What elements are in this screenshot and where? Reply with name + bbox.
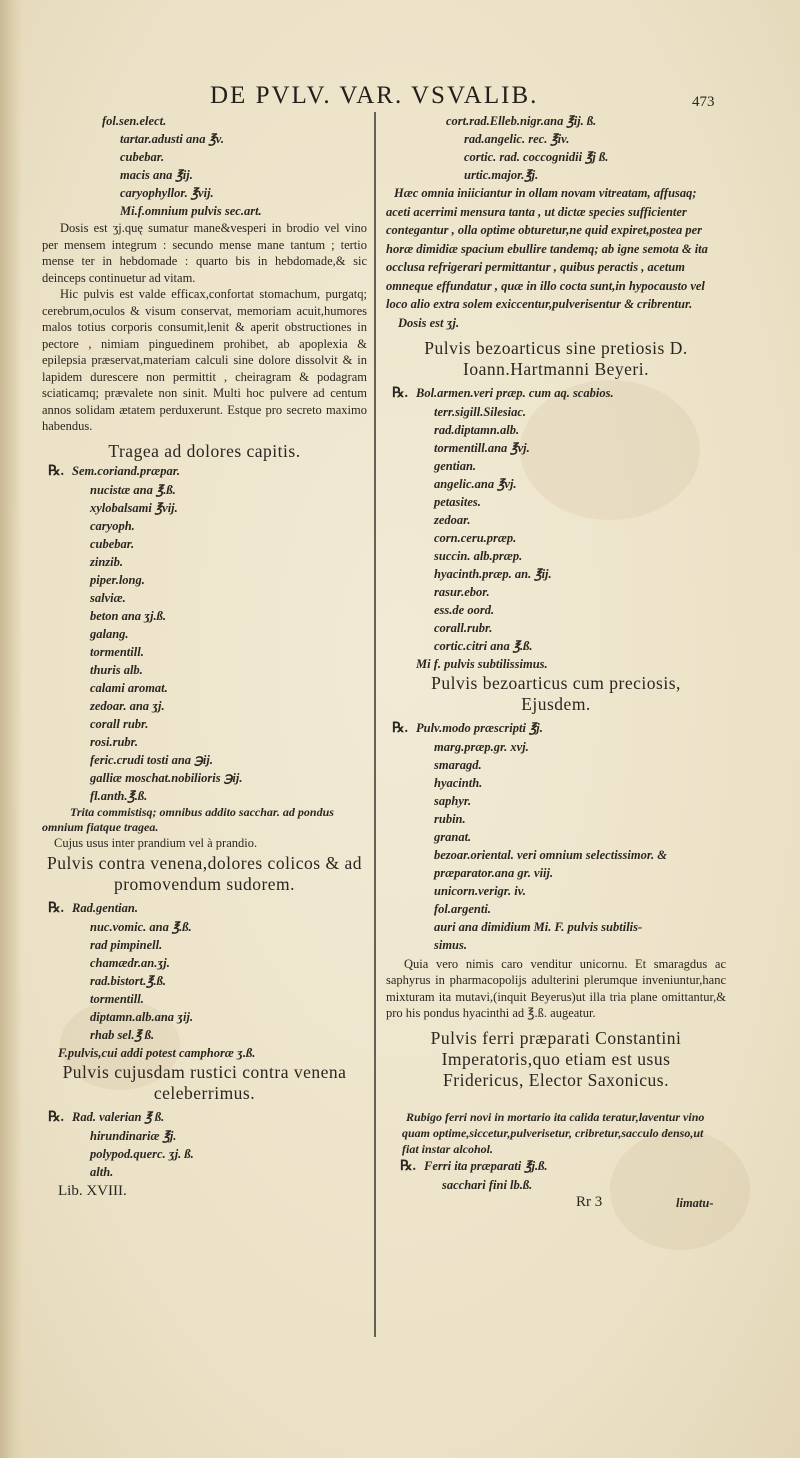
recipe-ingredient: tormentill. bbox=[90, 992, 144, 1006]
section-heading-bezoarticus-cum: Pulvis bezoarticus cum preciosis, Ejusdem. bbox=[431, 672, 681, 714]
recipe-line bbox=[416, 774, 726, 792]
section-heading-bezoarticus-sine: Pulvis bezoarticus sine pretiosis D. Ioann.Hartmanni Beyeri. bbox=[424, 337, 688, 379]
recipe-line bbox=[416, 864, 726, 882]
recipe-ingredient: hyacinth.præp. an. ℥ij. bbox=[434, 566, 552, 581]
section-heading-tragea: Tragea ad dolores capitis. bbox=[108, 440, 301, 461]
recipe-ingredient: marg.præp.gr. xvj. bbox=[434, 739, 529, 754]
recipe-line bbox=[416, 475, 726, 493]
recipe-line bbox=[72, 715, 367, 733]
recipe-line bbox=[416, 882, 726, 900]
recipe-line bbox=[416, 457, 726, 475]
recipe-ingredient: caryophyllor. ℥vij. bbox=[120, 186, 214, 200]
recipe-ingredient: tormentill.ana ℥vj. bbox=[434, 440, 530, 455]
paragraph-quia-vero: Quia vero nimis caro venditur unicornu. Et smaragdus ac saphyrus in pharmacopolijs adulterini plerumque inveniuntur,hanc mixturam ita mutavi,(inquit Beyerus)ut illa tria plane omittantur,& pro his pondus hyacinthi ad ℥.ß. augeatur. bbox=[386, 956, 726, 1020]
recipe-line bbox=[416, 738, 726, 756]
recipe-ingredient: Mi.f.omnium pulvis sec.art. bbox=[120, 204, 262, 218]
recipe-ingredient: succin. alb.præp. bbox=[434, 548, 523, 563]
section-heading-ferri: Pulvis ferri præparati Constantini Imperatoris,quo etiam est usus Fridericus, Elector Saxonicus. bbox=[430, 1027, 682, 1090]
catchword: limatu- bbox=[676, 1195, 714, 1210]
recipe-ingredient: Rad. valerian ℥ ß. bbox=[72, 1110, 165, 1124]
recipe-line bbox=[416, 439, 726, 457]
recipe-ingredient: Bol.armen.veri præp. cum aq. scabios. bbox=[416, 385, 614, 400]
recipe-line bbox=[72, 625, 367, 643]
recipe-ingredient: unicorn.verigr. iv. bbox=[434, 883, 526, 898]
recipe-line bbox=[72, 1145, 367, 1163]
recipe-line bbox=[72, 1026, 367, 1044]
recipe-line bbox=[416, 918, 726, 936]
recipe-ingredient: fol.sen.elect. bbox=[102, 114, 167, 128]
recipe-line bbox=[72, 733, 367, 751]
page-gutter-shadow bbox=[0, 0, 22, 1458]
recipe-ingredient: feric.crudi tosti ana ℈ij. bbox=[90, 752, 213, 767]
recipe-line bbox=[416, 828, 726, 846]
recipe-line bbox=[400, 1157, 726, 1176]
recipe-line bbox=[102, 112, 367, 130]
recipe-ingredient: cubebar. bbox=[120, 150, 165, 164]
recipe-line bbox=[416, 810, 726, 828]
recipe-ingredient: zinzib. bbox=[90, 554, 124, 569]
recipe-ingredient: cortic. rad. coccognidii ℥j ß. bbox=[464, 150, 609, 164]
recipe-ingredient: Ferri ita præparati ℥j.ß. bbox=[424, 1158, 548, 1173]
recipe-ingredient: tormentill. bbox=[90, 644, 144, 659]
running-title: DE PVLV. VAR. VSVALIB. bbox=[210, 82, 539, 109]
recipe-line bbox=[72, 1163, 367, 1181]
recipe-ingredient: saphyr. bbox=[434, 793, 472, 808]
recipe-note: F.pulvis,cui addi potest camphoræ ʒ.ß. bbox=[58, 1046, 256, 1060]
recipe-line bbox=[416, 583, 726, 601]
recipe-ingredient: bezoar.oriental. veri omnium selectissimor. & bbox=[434, 847, 668, 862]
recipe-usage: Cujus usus inter prandium vel à prandio. bbox=[54, 835, 258, 850]
recipe-symbol: ℞. bbox=[48, 1110, 65, 1125]
recipe-list bbox=[42, 112, 367, 220]
recipe-line bbox=[416, 403, 726, 421]
recipe-ingredient: cubebar. bbox=[90, 536, 135, 551]
recipe-line bbox=[72, 1008, 367, 1026]
recipe-ingredient: rhab sel.℥ ß. bbox=[90, 1028, 155, 1042]
recipe-line bbox=[72, 499, 367, 517]
recipe-ingredient: calami aromat. bbox=[90, 680, 168, 695]
recipe-ingredient: nuc.vomic. ana ℥.ß. bbox=[90, 920, 192, 934]
recipe-line bbox=[72, 517, 367, 535]
recipe-symbol: ℞. bbox=[400, 1158, 417, 1174]
recipe-ingredient: petasites. bbox=[434, 494, 481, 509]
recipe-line bbox=[416, 529, 726, 547]
recipe-ingredient: rad.diptamn.alb. bbox=[434, 422, 520, 437]
recipe-line bbox=[446, 148, 726, 166]
recipe-ingredient: galliæ moschat.nobilioris ℈ij. bbox=[90, 770, 243, 785]
recipe-ingredient: urtic.major.℥j. bbox=[464, 168, 539, 182]
paragraph-dosis: Dosis est ʒj.quę sumatur mane&vesperi in brodio vel vino per mensem integrum : secundo mense mane tantum ; tertio mense ter in hebdomade : quarto bis in hebdomade,& sic deinceps continuetur ad vitam. bbox=[42, 221, 367, 285]
recipe-ingredient: rasur.ebor. bbox=[434, 584, 490, 599]
recipe-ingredient: sacchari fini lb.ß. bbox=[442, 1177, 533, 1192]
recipe-line bbox=[72, 936, 367, 954]
left-column bbox=[42, 112, 367, 1200]
recipe-line bbox=[72, 535, 367, 553]
recipe-ingredient: fol.argenti. bbox=[434, 901, 491, 916]
recipe-line bbox=[416, 900, 726, 918]
recipe-ingredient: piper.long. bbox=[90, 572, 145, 587]
recipe-list bbox=[42, 462, 367, 805]
section-heading-venena: Pulvis contra venena,dolores colicos & ad promovendum sudorem. bbox=[46, 853, 362, 894]
recipe-line bbox=[424, 1176, 726, 1194]
recipe-line bbox=[48, 462, 367, 481]
recipe-line bbox=[72, 697, 367, 715]
recipe-symbol: ℞. bbox=[48, 463, 65, 479]
recipe-line bbox=[416, 601, 726, 619]
recipe-line bbox=[102, 166, 367, 184]
recipe-ingredient: galang. bbox=[90, 626, 129, 641]
recipe-line bbox=[72, 571, 367, 589]
recipe-ingredient: hyacinth. bbox=[434, 775, 483, 790]
recipe-line bbox=[72, 918, 367, 936]
recipe-ingredient: rad.bistort.℥.ß. bbox=[90, 974, 166, 988]
recipe-line bbox=[102, 130, 367, 148]
recipe-line bbox=[72, 589, 367, 607]
recipe-line bbox=[416, 511, 726, 529]
recipe-ingredient: Sem.coriand.præpar. bbox=[72, 463, 181, 478]
column-divider-rule bbox=[374, 112, 376, 1337]
recipe-ingredient: angelic.ana ℥vj. bbox=[434, 476, 517, 491]
recipe-list bbox=[386, 1157, 726, 1194]
recipe-symbol: ℞. bbox=[392, 385, 409, 401]
recipe-ingredient: auri ana dimidium Mi. F. pulvis subtilis- bbox=[434, 919, 643, 934]
recipe-ingredient: xylobalsami ℥vij. bbox=[90, 500, 178, 515]
recipe-line bbox=[392, 719, 726, 738]
recipe-line bbox=[446, 166, 726, 184]
recipe-line bbox=[416, 756, 726, 774]
recipe-ingredient: rosi.rubr. bbox=[90, 734, 138, 749]
recipe-ingredient: granat. bbox=[434, 829, 472, 844]
recipe-line bbox=[416, 493, 726, 511]
recipe-ingredient: terr.sigill.Silesiac. bbox=[434, 404, 527, 419]
recipe-list bbox=[42, 899, 367, 1044]
recipe-line bbox=[72, 1127, 367, 1145]
recipe-ingredient: præparator.ana gr. viij. bbox=[434, 865, 554, 880]
recipe-line bbox=[72, 661, 367, 679]
recipe-symbol: ℞. bbox=[48, 901, 65, 916]
recipe-line bbox=[48, 1108, 367, 1127]
recipe-ingredient: hirundinariæ ℥j. bbox=[90, 1129, 177, 1143]
recipe-ingredient: zedoar. ana ʒj. bbox=[90, 698, 165, 713]
recipe-ingredient: zedoar. bbox=[434, 512, 471, 527]
dosis-note: Dosis est ʒj. bbox=[398, 315, 460, 330]
recipe-line bbox=[72, 990, 367, 1008]
recipe-ingredient: simus. bbox=[434, 937, 468, 952]
recipe-ingredient: nucistæ ana ℥.ß. bbox=[90, 482, 176, 497]
paragraph-rubigo: Rubigo ferri novi in mortario ita calida teratur,laventur vino quam optime,siccetur,pulverisetur, cribretur,sacculo denso,ut fiat instar alcohol. bbox=[402, 1109, 705, 1156]
signature-mark: Rr 3 bbox=[576, 1193, 603, 1210]
recipe-line bbox=[446, 130, 726, 148]
recipe-line bbox=[72, 481, 367, 499]
recipe-ingredient: polypod.querc. ʒj. ß. bbox=[90, 1147, 194, 1161]
recipe-line bbox=[102, 184, 367, 202]
recipe-line bbox=[416, 565, 726, 583]
section-heading-rustici: Pulvis cujusdam rustici contra venena celeberrimus. bbox=[62, 1062, 347, 1103]
recipe-ingredient: Pulv.modo præscripti ℥j. bbox=[416, 720, 543, 735]
recipe-line bbox=[72, 751, 367, 769]
recipe-line bbox=[416, 637, 726, 655]
recipe-line bbox=[72, 607, 367, 625]
recipe-line bbox=[48, 899, 367, 918]
recipe-line bbox=[416, 846, 726, 864]
recipe-line bbox=[416, 547, 726, 565]
recipe-ingredient: corn.ceru.præp. bbox=[434, 530, 517, 545]
recipe-line bbox=[72, 553, 367, 571]
recipe-line bbox=[446, 112, 726, 130]
recipe-ingredient: fl.anth.℥.ß. bbox=[90, 788, 148, 803]
recipe-note: Mi f. pulvis subtilissimus. bbox=[416, 656, 548, 671]
recipe-line bbox=[72, 679, 367, 697]
signature-mark: Lib. XVIII. bbox=[58, 1183, 127, 1199]
recipe-line bbox=[416, 421, 726, 439]
recipe-line bbox=[416, 619, 726, 637]
recipe-note: Trita commistisq; omnibus addito sacchar. ad pondus omnium fiatque tragea. bbox=[42, 804, 334, 834]
recipe-line bbox=[72, 972, 367, 990]
recipe-line bbox=[72, 787, 367, 805]
recipe-ingredient: corall rubr. bbox=[90, 716, 149, 731]
recipe-ingredient: macis ana ℥ij. bbox=[120, 168, 193, 182]
recipe-ingredient: chamædr.an.ʒj. bbox=[90, 956, 170, 970]
right-column bbox=[386, 112, 726, 1216]
recipe-ingredient: tartar.adusti ana ℥v. bbox=[120, 132, 225, 146]
recipe-ingredient: ess.de oord. bbox=[434, 602, 495, 617]
recipe-line bbox=[416, 936, 726, 954]
recipe-line bbox=[72, 643, 367, 661]
recipe-ingredient: gentian. bbox=[434, 458, 477, 473]
recipe-line bbox=[102, 202, 367, 220]
recipe-ingredient: cortic.citri ana ℥.ß. bbox=[434, 638, 533, 653]
recipe-ingredient: cort.rad.Elleb.nigr.ana ℥ij. ß. bbox=[446, 114, 597, 128]
recipe-ingredient: salviæ. bbox=[90, 590, 126, 605]
recipe-line bbox=[102, 148, 367, 166]
recipe-ingredient: corall.rubr. bbox=[434, 620, 493, 635]
recipe-ingredient: rad.angelic. rec. ℥iv. bbox=[464, 132, 570, 146]
recipe-line bbox=[416, 792, 726, 810]
recipe-ingredient: caryoph. bbox=[90, 518, 135, 533]
paragraph-hic-pulvis: Hic pulvis est valde efficax,confortat stomachum, purgatq; cerebrum,oculos & visum conservat, memoriam acuit,humores malos totius corporis consumit,lenit & aperit obstructiones in pectore , nimiam pinguedinem prohibet, ab apoplexia & epilepsia præservat,materiam calculi sine dolore dissolvit & in lapidem durescere non permittit , cheiragram & podagram sciaticamq; prævalete non sinit. Multi hoc pulvere ad centum annos solidam ætatem perduxerunt. Estque pro secreto maximo habendus. bbox=[42, 287, 367, 433]
recipe-line bbox=[392, 384, 726, 403]
recipe-symbol: ℞. bbox=[392, 720, 409, 736]
recipe-list bbox=[386, 112, 726, 184]
recipe-ingredient: beton ana ʒj.ß. bbox=[90, 608, 167, 623]
recipe-list bbox=[386, 719, 726, 954]
recipe-ingredient: thuris alb. bbox=[90, 662, 143, 677]
recipe-ingredient: Rad.gentian. bbox=[72, 901, 138, 915]
recipe-list bbox=[42, 1108, 367, 1181]
recipe-ingredient: alth. bbox=[90, 1165, 114, 1179]
recipe-ingredient: rad pimpinell. bbox=[90, 938, 163, 952]
recipe-ingredient: rubin. bbox=[434, 811, 466, 826]
recipe-ingredient: diptamn.alb.ana ʒij. bbox=[90, 1010, 194, 1024]
recipe-line bbox=[72, 769, 367, 787]
recipe-ingredient: smaragd. bbox=[434, 757, 482, 772]
page-number: 473 bbox=[692, 94, 715, 110]
recipe-line bbox=[72, 954, 367, 972]
recipe-list bbox=[386, 384, 726, 655]
paragraph-haec-omnia: Hæc omnia iniiciantur in ollam novam vitreatam, affusaq; aceti acerrimi mensura tanta , ut dictæ species sufficienter contegantur , olla optime obturetur,ne quid expiret,postea per horæ dimidiæ spacium ebullire tandemq; ab igne semota & ita occlusa refrigerari permittantur , quibus peractis , acetum omneque effundatur , quæ in illo cocta sunt,in hypocausto vel loco alio extra solem exiccentur,pulverisentur & cribrentur. bbox=[386, 186, 708, 311]
